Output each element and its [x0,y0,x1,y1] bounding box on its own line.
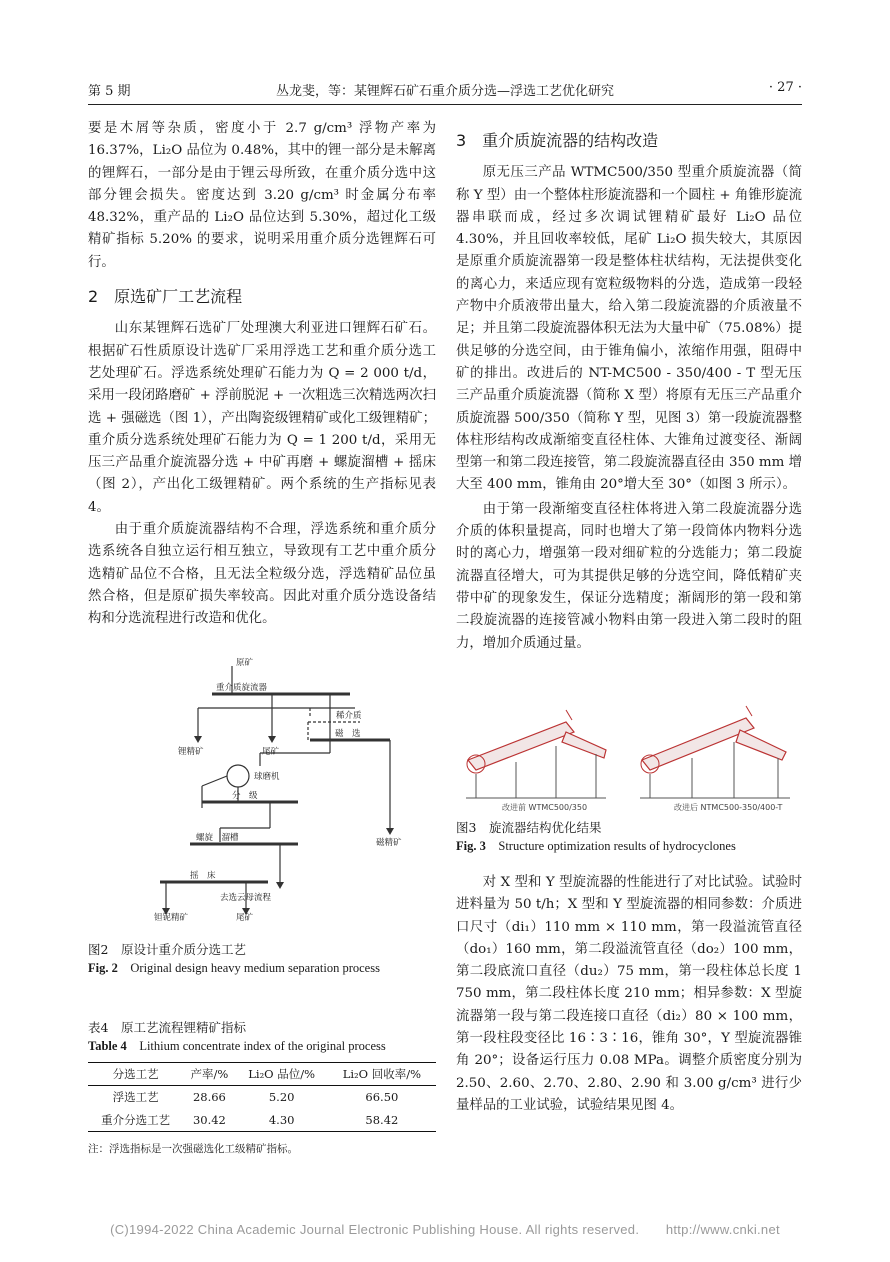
fig3-caption-cn: 图3 旋流器结构优化结果 [456,820,602,835]
fig2-label-mica: 去选云母流程 [220,893,272,903]
fig3-caption-en [456,837,802,856]
table4-number: Table 4 [88,1039,127,1053]
fig2-caption-en-text: Original design heavy medium separation process [130,961,380,975]
figure-3-hydrocyclones [456,692,802,812]
table-cell: 30.42 [192,1112,226,1127]
table-cell: 浮选工艺 [112,1090,159,1105]
cyclone-x-stage2 [736,730,786,760]
fig3-caption [456,818,802,856]
fig2-caption-en [88,959,436,978]
fig3-label-right: 改进后 NTMC500-350/400-T [674,803,783,812]
paragraph: 由于重介质旋流器结构不合理，浮选系统和重介质分选系统各自独立运行相互独立，导致现有工艺中重介质分选精矿品位不合格，且无法全粒级分选，浮选精矿品位虽然合格，但是原矿损失率较高。因此对重介质分选设备结构和分选流程进行改造和优化。 [88,522,436,627]
fig2-label-shaker: 摇 床 [190,871,216,881]
paragraph: 要是木屑等杂质，密度小于 2.7 g/cm³ 浮物产率为 16.37%，Li₂O 品位为 0.48%，其中的锂一部分是未解离的锂辉石，一部分是由于锂云母所致，在重介质分选中这部分锂会损失。密度达到 3.20 g/cm³ 时金属分布率 48.32%，重产品的 Li₂O 品位达到 5.30%，超过化工级精矿指标 5.20% 的要求，说明采用重介质分选锂辉石可行。 [88,121,436,270]
col-header: 分选工艺 [112,1067,159,1081]
section-heading-3: 3 重介质旋流器的结构改造 [456,131,659,150]
col-header: 产率/% [190,1067,229,1081]
fig2-label-spiral: 螺旋 溜槽 [196,833,239,843]
table-4 [88,1062,436,1132]
table4-note: 注：浮选指标是一次强磁选化工级精矿指标。 [88,1143,298,1156]
fig2-label-niobium: 钽铌精矿 [154,913,189,923]
table-header-row [88,1063,436,1086]
fig3-caption-en-text: Structure optimization results of hydrocyclones [498,839,736,853]
table4-caption-en [88,1037,436,1056]
table-cell: 58.42 [365,1112,399,1127]
copyright-footer: (C)1994-2022 China Academic Journal Electronic Publishing House. All rights reserved. http://www.cnki.net [110,1222,780,1237]
issue-number: 第 5 期 [88,84,131,99]
fig2-label-magconc: 磁精矿 [376,838,402,848]
paragraph: 山东某锂辉石选矿厂处理澳大利亚进口锂辉石矿石。根据矿石性质原设计选矿厂采用浮选工艺和重介质分选工艺处理矿石。浮选系统处理矿石能力为 Q = 2 000 t/d，采用一段闭路磨矿 + 浮前脱泥 + 一次粗选三次精选两次扫选 + 强磁选（图 1），产出陶瓷级锂精矿或化工级锂精矿；重介质分选系统处理矿石能力为 Q = 1 200 t/d，采用无压三产品重介旋流器分选 + 中矿再磨 + 螺旋溜槽 + 摇床（图 2），产出化工级锂精矿。两个系统的生产指标见表 4。 [88,321,436,515]
cyclone-y-stage2 [562,732,606,758]
table4-caption-cn: 表4 原工艺流程锂精矿指标 [88,1020,246,1035]
left-column [88,118,436,631]
fig2-caption-cn: 图2 原设计重介质分选工艺 [88,942,246,957]
fig2-caption [88,940,436,978]
paragraph: 原无压三产品 WTMC500/350 型重介质旋流器（简称 Y 型）由一个整体柱形旋流器和一个圆柱 + 角锥形旋流器串联而成，经过多次调试锂精矿最好 Li₂O 品位 4.30%，并且回收率较低，尾矿 Li₂O 损失较大，其原因是原重介质旋流器第一段是整体柱状结构，无法提供变化的离心力，来适应现有宽粒级物料的分选，造成第一段轻产物中介质液带出量大，给入第二段旋流器的介质液量不足；并且第二段旋流器体积无法为大量中矿（75.08%）提供足够的分选空间，由于锥角偏小，浓缩作用强，阻碍中矿的排出。改进后的 NT-MC500 - 350/400 - T 型无压三产品重介质旋流器（简称 X 型）将原有无压三产品重介质旋流器 500/350（简称 Y 型，见图 3）第一段旋流器整体柱形结构改成渐缩变直径柱体、大锥角过渡变径、渐阔型第一和第二段连接管，第二段旋流器直径由 350 mm 增大至 400 mm，锥角由 20°增大至 30°（如图 3 所示）。 [456,165,802,493]
fig2-label-tail2: 尾矿 [236,913,254,923]
table-cell: 4.30 [268,1112,295,1127]
table-row [88,1086,436,1109]
fig3-label-left: 改进前 WTMC500/350 [502,803,588,812]
running-header [88,78,802,102]
table-row [88,1109,436,1132]
table-cell: 66.50 [365,1090,399,1105]
fig2-label-conc: 锂精矿 [178,747,204,757]
header-rule [88,104,802,105]
page-number: · 27 · [768,80,802,95]
table-cell: 重介分选工艺 [101,1112,171,1127]
fig3-number: Fig. 3 [456,839,486,853]
fig2-label-magsep: 磁 选 [335,729,361,739]
fig2-label-cyclone: 重介质旋流器 [216,683,268,693]
table4-caption-en-text: Lithium concentrate index of the original process [139,1039,386,1053]
table-4-block [88,1018,436,1161]
fig2-label-ore: 原矿 [236,658,254,668]
paragraph: 对 X 型和 Y 型旋流器的性能进行了对比试验。试验时进料量为 50 t/h；X 型和 Y 型旋流器的相同参数：介质进口尺寸（di₁）110 mm × 110 mm，第一段溢流管直径（do₁）160 mm，第二段溢流管直径（do₂）100 mm，第二段底流口直径（du₂）75 mm，第一段柱体总长度 1 750 mm，第二段柱体长度 210 mm；相异参数：X 型旋流器第一段与第二段连接口直径（di₂）80 × 100 mm，第一段柱段变径比 16∶3∶16，锥角 30°，Y 型旋流器锥角 20°；设备运行压力 0.08 MPa。调整介质密度分别为 2.50、2.60、2.70、2.80、2.90 和 3.00 g/cm³ 进行少量样品的工业试验，试验结果见图 4。 [456,875,802,1113]
fig2-label-classify: 分 级 [232,791,258,801]
running-title: 丛龙斐，等：某锂辉石矿石重介质分选—浮选工艺优化研究 [275,84,614,99]
table-cell: 28.66 [192,1090,226,1105]
fig2-number: Fig. 2 [88,961,118,975]
right-column [456,126,802,655]
section-heading-2: 2 原选矿厂工艺流程 [88,287,243,307]
table-cell: 5.20 [268,1090,295,1105]
figure-2-flowsheet [154,658,460,923]
right-column-lower [456,872,802,1117]
col-header: Li₂O 品位/% [248,1067,316,1081]
fig2-label-dilute: 稀介质 [336,711,362,721]
col-header: Li₂O 回收率/% [342,1067,422,1081]
paragraph: 由于第一段渐缩变直径柱体将进入第二段旋流器分选介质的体积量提高，同时也增大了第一段筒体内物料分选时的离心力，增强第一段对细矿粒的分选能力；第二段旋流器直径增大，可为其提供足够的分选空间，降低精矿夹带中矿的现象发生，保证分选精度；渐阔形的第一段和第二段旋流器的连接管减小物料由第一段进入第二段时的阻力，增加介质通过量。 [456,501,802,651]
cyclone-y-stage1 [468,722,574,770]
fig2-label-tail1: 尾矿 [262,747,280,757]
fig2-label-mill: 球磨机 [254,772,280,782]
